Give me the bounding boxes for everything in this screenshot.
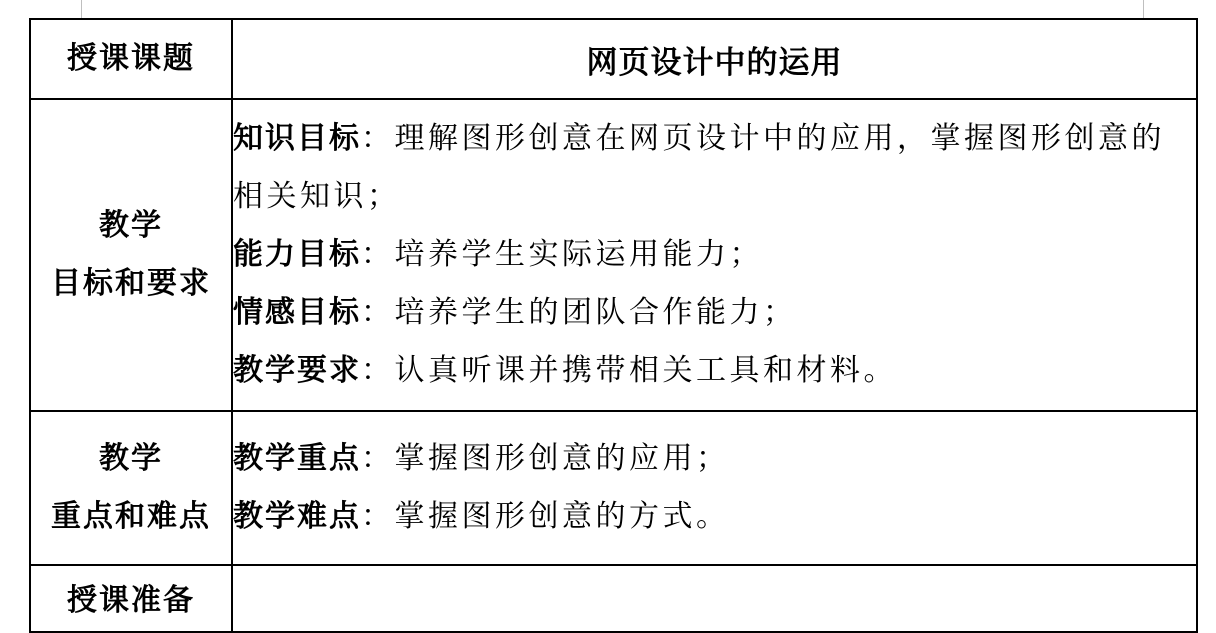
goals-label xyxy=(30,99,232,411)
ability-goal-key: 能力目标 xyxy=(233,237,361,272)
separator: ： xyxy=(361,295,395,330)
topic-title: 网页设计中的运用 xyxy=(232,19,1197,99)
focus-label-line2: 重点和难点 xyxy=(51,499,211,534)
lesson-plan-table xyxy=(29,18,1198,633)
ability-goal-text: 培养学生实际运用能力； xyxy=(394,237,763,272)
teaching-requirement-key: 教学要求 xyxy=(233,353,361,388)
ability-goal xyxy=(233,226,1196,284)
table-row xyxy=(30,19,1197,99)
goals-label-line2: 目标和要求 xyxy=(51,266,211,301)
teaching-requirement-text: 认真听课并携带相关工具和材料。 xyxy=(394,353,897,388)
key-point xyxy=(233,430,1196,488)
separator: ： xyxy=(361,353,395,388)
preparation-content xyxy=(232,565,1197,632)
teaching-requirement xyxy=(233,342,1196,400)
table-row xyxy=(30,411,1197,565)
focus-label-line1: 教学 xyxy=(99,441,163,476)
goals-label-line1: 教学 xyxy=(99,208,163,243)
separator: ： xyxy=(361,237,395,272)
separator: ： xyxy=(361,121,395,156)
separator: ： xyxy=(361,499,395,534)
left-margin-marker xyxy=(81,0,82,18)
difficult-point-key: 教学难点 xyxy=(233,499,361,534)
emotion-goal xyxy=(233,284,1196,342)
knowledge-goal xyxy=(233,110,1196,226)
knowledge-goal-key: 知识目标 xyxy=(233,121,361,156)
table-row xyxy=(30,565,1197,632)
key-point-key: 教学重点 xyxy=(233,441,361,476)
goals-content xyxy=(232,99,1197,411)
focus-content xyxy=(232,411,1197,565)
difficult-point xyxy=(233,488,1196,546)
right-margin-marker xyxy=(1143,0,1144,18)
knowledge-goal-text: 理解图形创意在网页设计中的应用，掌握图形创意的相关知识； xyxy=(233,121,1165,214)
separator: ： xyxy=(361,441,395,476)
focus-label xyxy=(30,411,232,565)
preparation-label: 授课准备 xyxy=(30,565,232,632)
key-point-text: 掌握图形创意的应用； xyxy=(394,441,730,476)
emotion-goal-text: 培养学生的团队合作能力； xyxy=(394,295,797,330)
emotion-goal-key: 情感目标 xyxy=(233,295,361,330)
topic-label: 授课课题 xyxy=(30,19,232,99)
table-row xyxy=(30,99,1197,411)
difficult-point-text: 掌握图形创意的方式。 xyxy=(394,499,730,534)
